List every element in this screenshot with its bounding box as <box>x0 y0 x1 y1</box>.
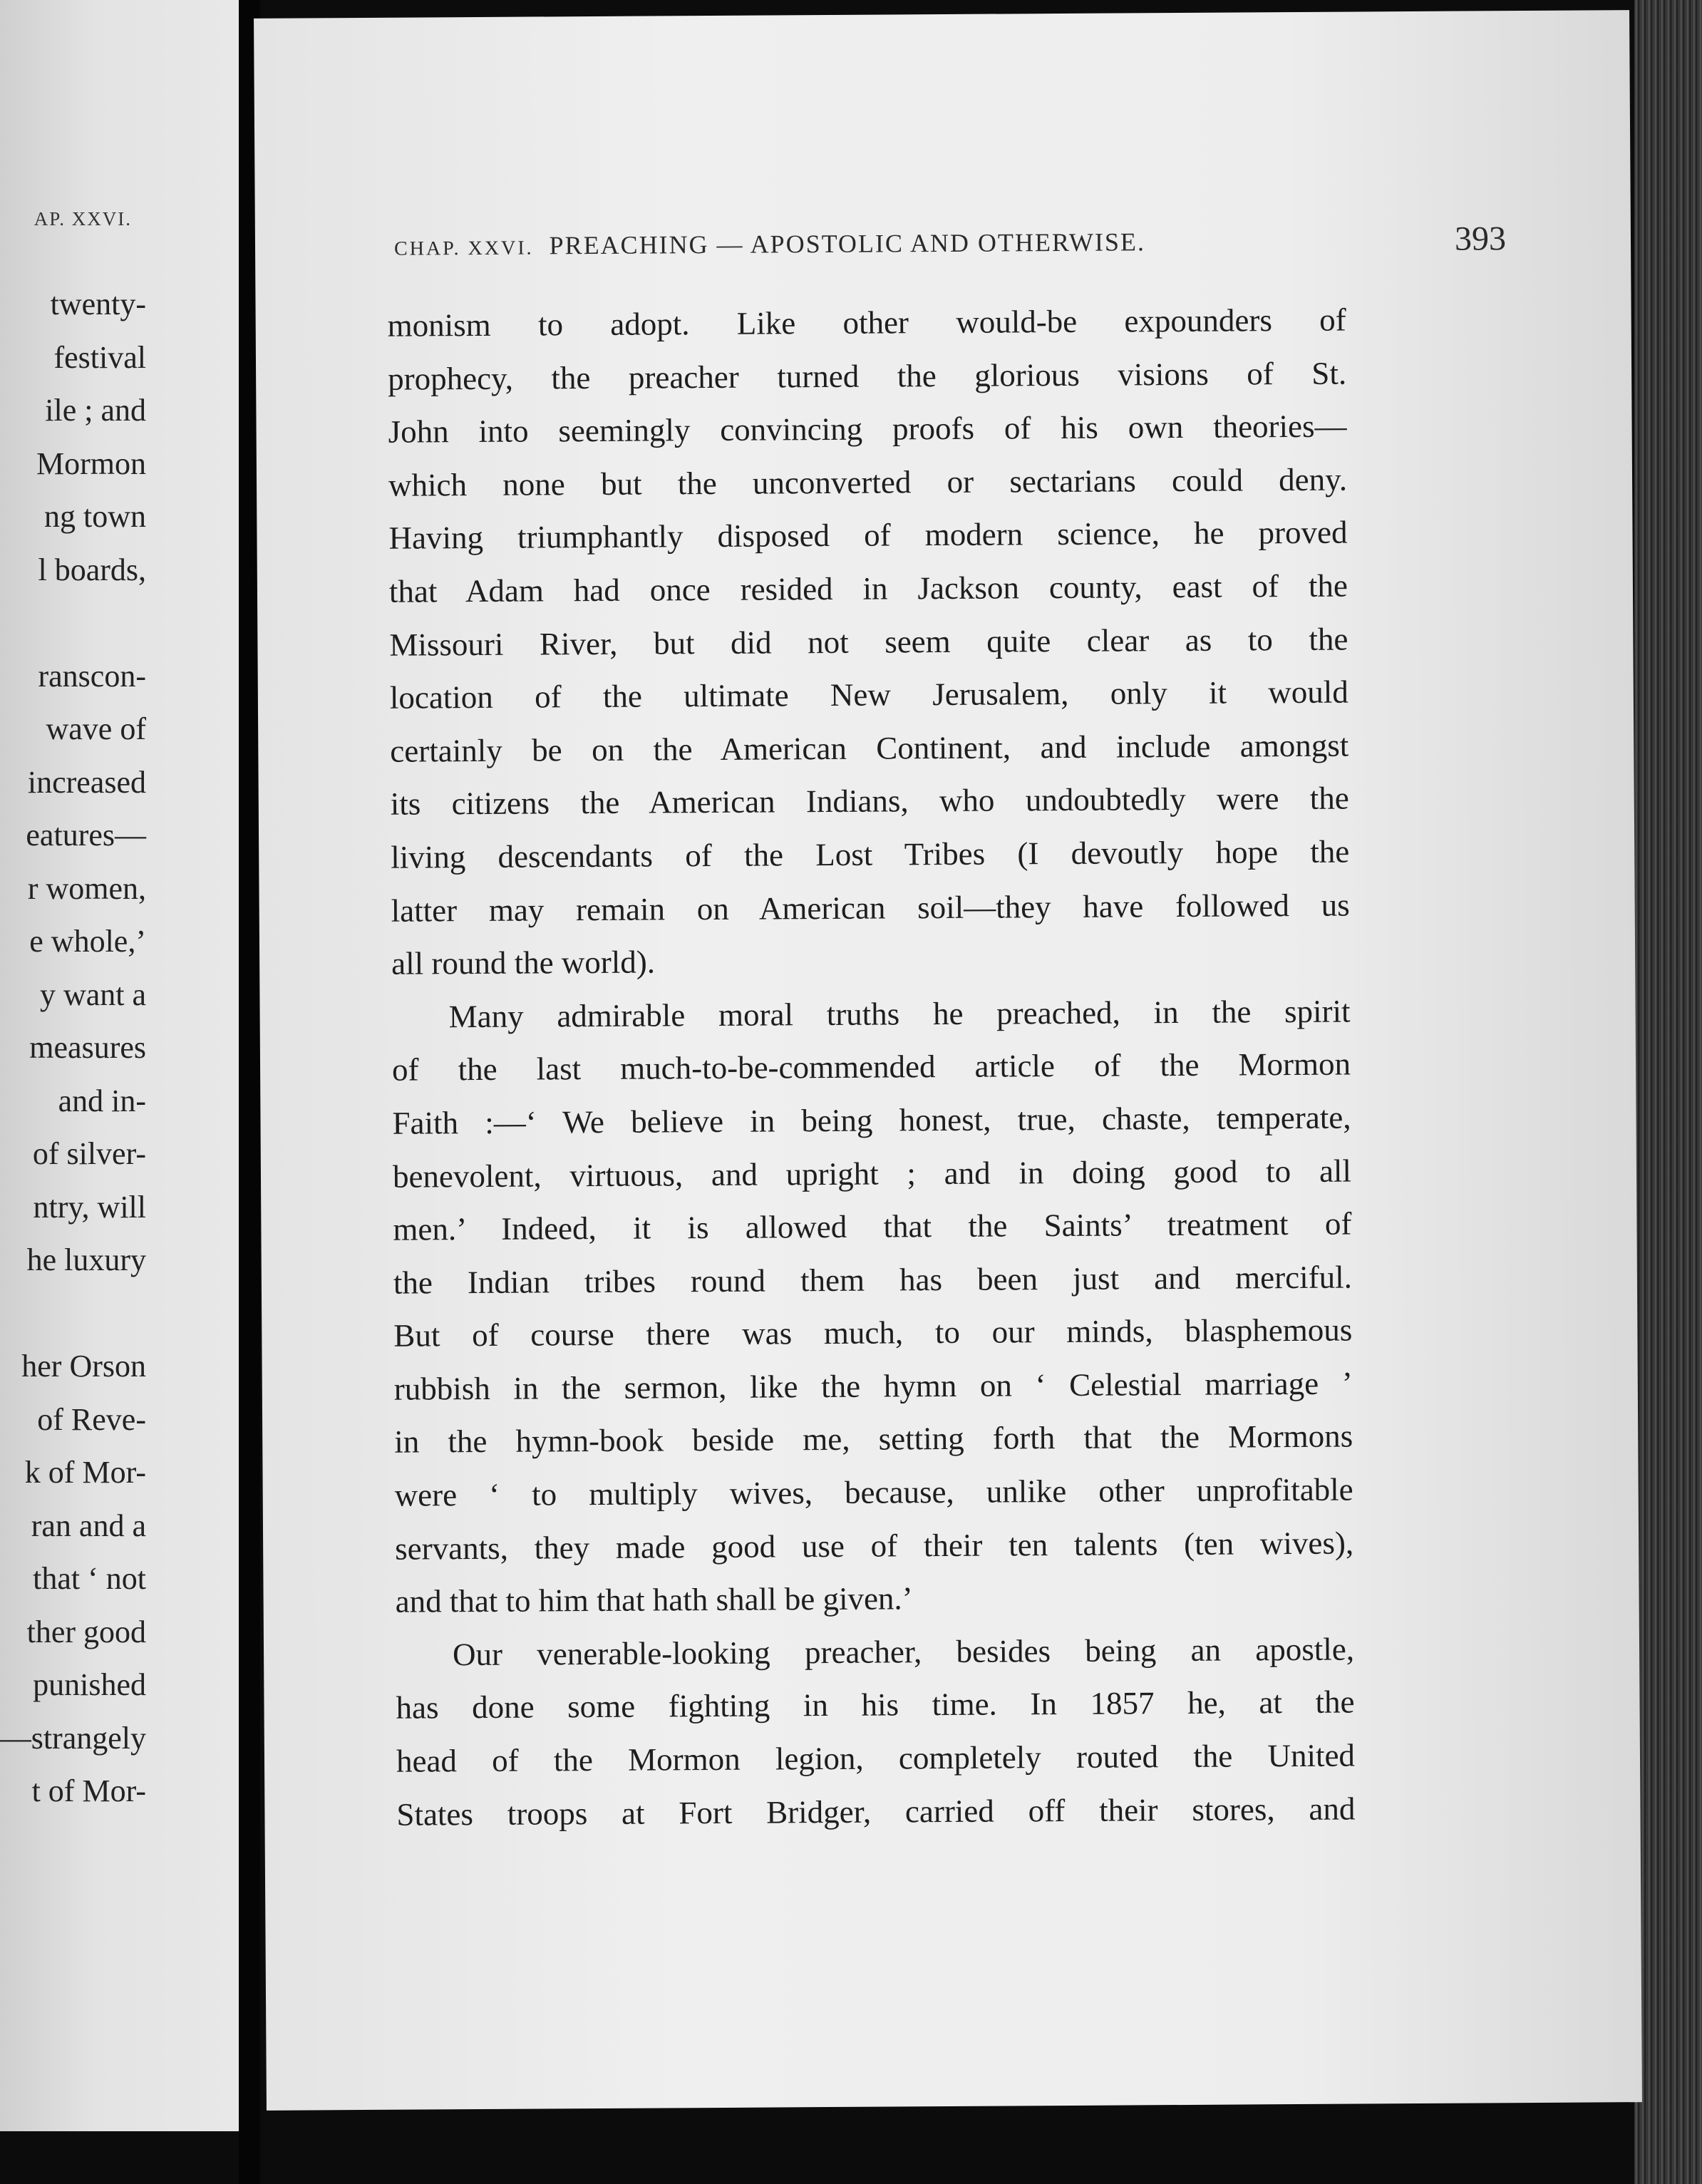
text-line: monism to adopt. Like other would-be expounders of <box>387 302 1346 344</box>
text-line: Our venerable-looking preacher, besides being an apostle, <box>452 1631 1355 1673</box>
text-line: that Adam had once resided in Jackson county, east of the <box>388 567 1348 609</box>
left-text-line: festival <box>53 339 146 375</box>
text-line: Faith :—‘ We believe in being honest, true, chaste, temperate, <box>392 1099 1351 1141</box>
left-text-line <box>0 597 146 650</box>
left-text-line: e whole,’ <box>29 924 146 959</box>
chapter-label: CHAP. XXVI. <box>393 237 534 260</box>
left-text-line <box>0 1287 146 1341</box>
left-text-line: twenty- <box>50 287 146 321</box>
text-line: living descendants of the Lost Tribes (I devoutly hope the <box>391 833 1350 875</box>
left-text-line: t of Mor- <box>31 1773 146 1808</box>
left-text-line: wave of <box>46 711 146 746</box>
left-text-line: that ‘ not <box>33 1561 146 1596</box>
text-line: latter may remain on American soil—they have followed us <box>391 887 1350 929</box>
text-line: of the last much-to-be-commended article of the Mormon <box>391 1046 1351 1088</box>
left-text-line: measures <box>29 1030 146 1065</box>
text-line: men.’ Indeed, it is allowed that the Saints’ treatment of <box>393 1205 1352 1247</box>
left-text-line: r women, <box>27 870 146 906</box>
left-page-text <box>0 278 146 1818</box>
left-text-line: her Orson <box>21 1349 146 1384</box>
right-page <box>254 10 1642 2111</box>
left-text-line: of silver- <box>32 1136 146 1171</box>
text-line: which none but the unconverted or sectarians could deny. <box>388 461 1348 503</box>
text-line: Many admirable moral truths he preached, in the spirit <box>448 993 1351 1034</box>
left-page <box>0 0 239 2131</box>
left-text-line: eatures— <box>26 818 146 853</box>
left-text-line: ntry, will <box>33 1189 146 1225</box>
text-line: certainly be on the American Continent, and include amongst <box>390 727 1349 769</box>
page-edges <box>1634 0 1702 2184</box>
left-running-head: AP. XXVI. <box>33 208 132 230</box>
text-line: prophecy, the preacher turned the glorious visions of St. <box>387 355 1347 397</box>
text-line: its citizens the American Indians, who undoubtedly were the <box>390 780 1349 823</box>
text-line: Having triumphantly disposed of modern science, he proved <box>388 514 1348 557</box>
left-text-line: ranscon- <box>38 658 146 694</box>
text-line: and that to him that hath shall be given.’ <box>395 1580 913 1620</box>
text-line: were ‘ to multiply wives, because, unlike other unprofitable <box>394 1471 1353 1513</box>
left-text-line: ile ; and <box>45 393 146 428</box>
page-number: 393 <box>1454 220 1507 258</box>
text-line: servants, they made good use of their ten talents (ten wives), <box>395 1525 1354 1567</box>
text-line: location of the ultimate New Jerusalem, only it would <box>389 674 1349 716</box>
text-line: benevolent, virtuous, and upright ; and in doing good to all <box>392 1153 1352 1195</box>
text-line: all round the world). <box>391 944 656 982</box>
chapter-title: PREACHING — APOSTOLIC AND OTHERWISE. <box>549 227 1146 260</box>
left-text-line: punished <box>33 1667 146 1702</box>
text-line: rubbish in the sermon, like the hymn on ‘ Celestial marriage ’ <box>393 1365 1353 1407</box>
left-text-line: l boards, <box>38 552 146 587</box>
left-text-line: —strangely <box>0 1720 146 1756</box>
left-text-line: ng town <box>44 499 146 534</box>
left-text-line: Mormon <box>36 445 146 481</box>
text-line: John into seemingly convincing proofs of his own theories— <box>388 408 1347 450</box>
text-line: in the hymn-book beside me, setting forth that the Mormons <box>394 1418 1353 1461</box>
text-line: States troops at Fort Bridger, carried off their stores, and <box>396 1791 1356 1833</box>
left-text-line: he luxury <box>26 1242 146 1277</box>
left-text-line: ran and a <box>31 1508 146 1543</box>
left-text-line: k of Mor- <box>24 1455 146 1490</box>
body-text <box>387 294 1355 1841</box>
left-text-line: and in- <box>58 1083 146 1118</box>
left-text-line: increased <box>27 764 146 800</box>
left-text-line: ther good <box>26 1614 146 1649</box>
text-line: head of the Mormon legion, completely routed the United <box>396 1737 1356 1779</box>
text-line: has done some fighting in his time. In 1857 he, at the <box>396 1684 1355 1726</box>
left-text-line: y want a <box>39 977 146 1012</box>
text-line: the Indian tribes round them has been just and merciful. <box>393 1259 1353 1301</box>
left-text-line: of Reve- <box>37 1401 146 1437</box>
text-line: Missouri River, but did not seem quite clear as to the <box>389 621 1348 663</box>
text-line: But of course there was much, to our minds, blasphemous <box>393 1312 1353 1354</box>
running-head <box>393 220 1507 262</box>
